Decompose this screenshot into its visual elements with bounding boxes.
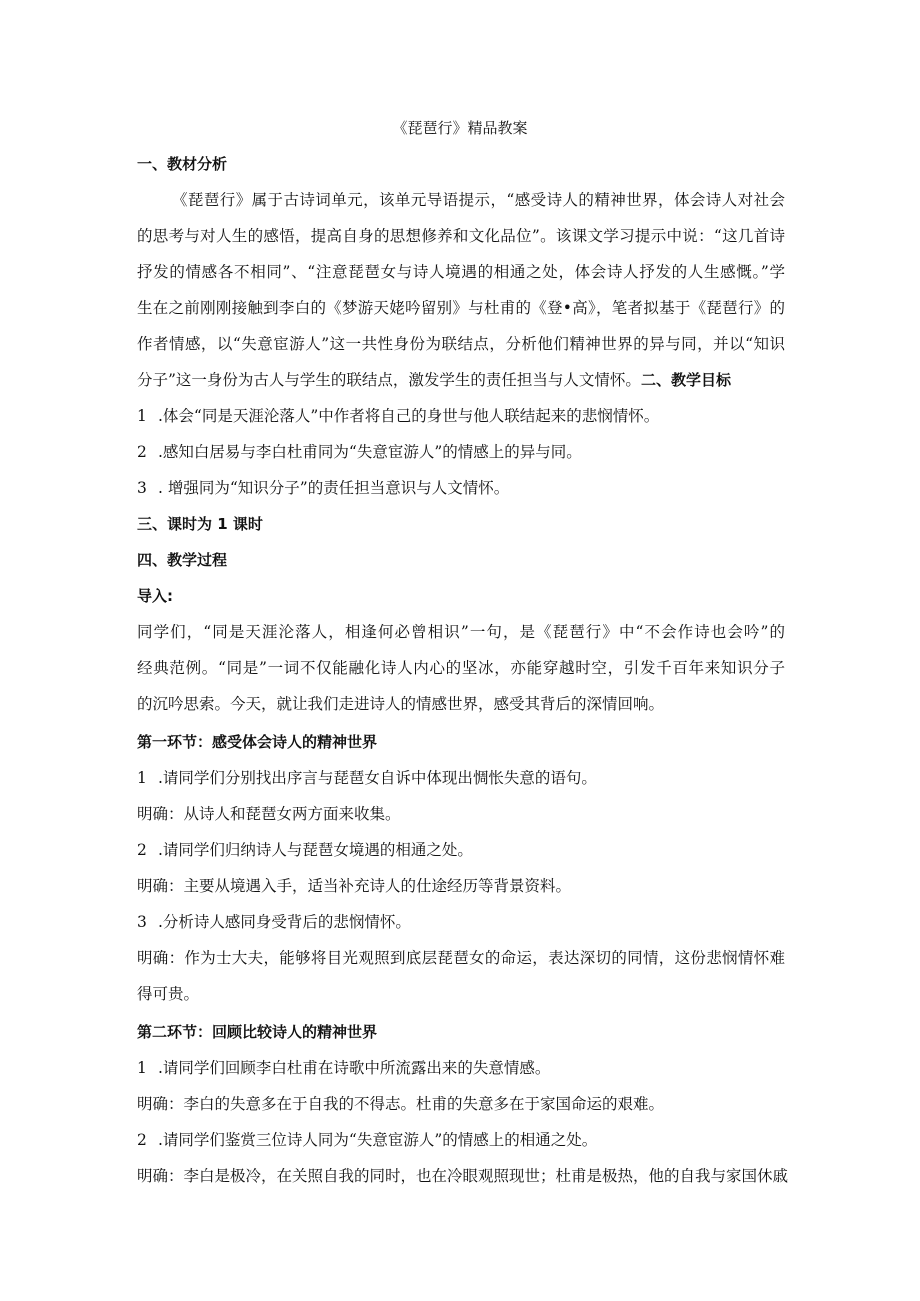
answer-text: 明确：从诗人和琵琶女两方面来收集。 [137, 805, 401, 823]
section-heading-teaching-goals: 二、教学目标 [640, 371, 731, 389]
question-number: 2 [137, 841, 147, 859]
question-number: 1 [137, 769, 147, 787]
paragraph-line: 的思考与对人生的感悟，提高自身的思想修养和文化品位”。该课文学习提示中说：“这几首诗 [137, 227, 785, 245]
stage-heading: 第一环节：感受体会诗人的精神世界 [137, 733, 378, 751]
paragraph-line: 同学们，“同是天涯沦落人，相逢何必曾相识”一句，是《琵琶行》中“不会作诗也会吟”的 [137, 623, 785, 641]
goal-number: 2 [137, 443, 147, 461]
question-item [137, 840, 785, 860]
goal-number: 3 [137, 479, 147, 497]
paragraph-line: 经典范例。“同是”一词不仅能融化诗人内心的坚冰，亦能穿越时空，引发千百年来知识分子 [137, 659, 785, 677]
intro-label: 导入: [137, 587, 173, 605]
paragraph-text: 分子”这一身份为古人与学生的联结点，激发学生的责任担当与人文情怀。 [137, 371, 641, 389]
question-number: 1 [137, 1059, 147, 1077]
answer-text: 得可贵。 [137, 985, 200, 1003]
section-heading-class-hours: 三、课时为 1 课时 [137, 515, 263, 533]
goal-item [137, 442, 785, 462]
question-text: .请同学们鉴赏三位诗人同为“失意宦游人”的情感上的相通之处。 [158, 1131, 598, 1149]
answer-text: 明确：李白是极冷，在关照自我的同时，也在冷眼观照现世；杜甫是极热，他的自我与家国休戚 [137, 1167, 789, 1185]
goal-item [137, 478, 785, 498]
question-text: .分析诗人感同身受背后的悲悯情怀。 [158, 913, 411, 931]
question-text: .请同学们回顾李白杜甫在诗歌中所流露出来的失意情感。 [158, 1059, 551, 1077]
question-item [137, 912, 785, 932]
paragraph-line [137, 370, 785, 390]
question-item [137, 1130, 785, 1150]
section-heading-textbook-analysis: 一、教材分析 [137, 155, 228, 173]
question-item [137, 768, 785, 788]
answer-text: 明确：作为士大夫，能够将目光观照到底层琵琶女的命运，表达深切的同情，这份悲悯情怀难 [137, 949, 785, 967]
goal-item [137, 406, 785, 426]
paragraph-line: 作者情感，以“失意宦游人”这一共性身份为联结点，分析他们精神世界的异与同，并以“知识 [137, 335, 785, 353]
question-text: .请同学们分别找出序言与琵琶女自诉中体现出惆怅失意的语句。 [158, 769, 597, 787]
question-number: 3 [137, 913, 147, 931]
paragraph-line: 的沉吟思索。今天，就让我们走进诗人的情感世界，感受其背后的深情回响。 [137, 695, 665, 713]
document-title: 《琵琶行》精品教案 [392, 119, 528, 137]
goal-text: . 增强同为“知识分子”的责任担当意识与人文情怀。 [158, 479, 510, 497]
question-item [137, 1058, 785, 1078]
stage-heading: 第二环节：回顾比较诗人的精神世界 [137, 1023, 378, 1041]
goal-text: .感知白居易与李白杜甫同为“失意宦游人”的情感上的异与同。 [158, 443, 582, 461]
answer-text: 明确：主要从境遇入手，适当补充诗人的仕途经历等背景资料。 [137, 877, 572, 895]
goal-text: .体会“同是天涯沦落人”中作者将自己的身世与他人联结起来的悲悯情怀。 [158, 407, 660, 425]
paragraph-line: 抒发的情感各不相同”、“注意琵琶女与诗人境遇的相通之处，体会诗人抒发的人生感慨。”学 [137, 263, 785, 281]
question-text: .请同学们归纳诗人与琵琶女境遇的相通之处。 [158, 841, 473, 859]
paragraph-line: 《琵琶行》属于古诗词单元，该单元导语提示，“感受诗人的精神世界，体会诗人对社会 [172, 191, 785, 209]
answer-text: 明确：李白的失意多在于自我的不得志。杜甫的失意多在于家国命运的艰难。 [137, 1095, 665, 1113]
question-number: 2 [137, 1131, 147, 1149]
section-heading-teaching-process: 四、教学过程 [137, 551, 228, 569]
goal-number: 1 [137, 407, 147, 425]
paragraph-line: 生在之前刚刚接触到李白的《梦游天姥吟留别》与杜甫的《登•高》，笔者拟基于《琵琶行》的 [137, 299, 785, 317]
